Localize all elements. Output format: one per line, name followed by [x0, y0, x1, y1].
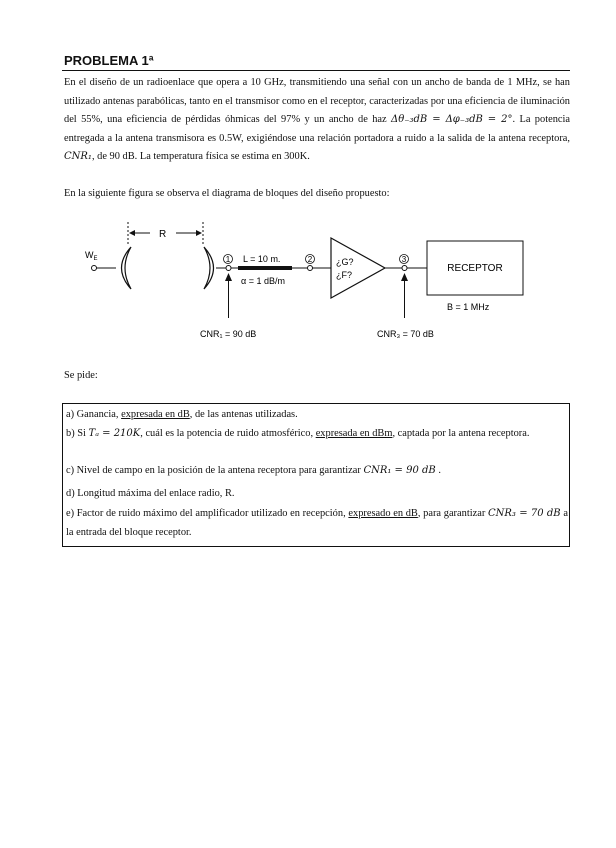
node-3-point — [402, 266, 407, 271]
cnr3-arrow-head — [401, 273, 408, 281]
questions-box — [62, 403, 570, 547]
question-a-text: a) Ganancia, — [66, 409, 119, 420]
r-label: R — [159, 229, 167, 240]
question-b-formula: Tₐ = 210K — [88, 428, 141, 439]
transmission-line — [238, 266, 292, 270]
r-arrow-right-head — [196, 230, 202, 236]
node-3-label: 3 — [401, 255, 407, 264]
question-e-text: e) Factor de ruido máximo del amplificador utilizado en recepción, — [66, 508, 346, 519]
tx-input-node — [92, 266, 97, 271]
asks-label: Se pide: — [64, 370, 98, 381]
amp-noise-label: ¿F? — [336, 270, 353, 280]
line-length-label: L = 10 m. — [243, 254, 281, 264]
line-attenuation-label: α = 1 dB/m — [241, 276, 285, 286]
question-b-mid: , cuál es la potencia de ruido atmosférico, — [140, 428, 314, 439]
beamwidth-formula: Δθ₋₃dB = Δφ₋₃dB = 2° — [391, 114, 513, 125]
tx-antenna-icon — [122, 247, 132, 289]
cnr1-label: CNR₁ = 90 dB — [200, 329, 257, 339]
bandwidth-label: B = 1 MHz — [447, 302, 490, 312]
statement-text-2: . La potencia entregada a la antena transmisora es 0.5W, exigiéndose una relación portadora a ruido a la salida de la antena receptora, — [64, 114, 571, 144]
question-e-units: expresado en dB — [348, 508, 418, 519]
question-a — [63, 406, 568, 425]
problem-title: PROBLEMA 1ª — [64, 53, 154, 68]
node-2-label: 2 — [307, 255, 313, 264]
question-a-units: expresada en dB — [121, 409, 190, 420]
node-1-point — [226, 266, 231, 271]
question-c-formula: CNR₁ = 90 dB — [363, 465, 436, 476]
figure-intro: En la siguiente figura se observa el diagrama de bloques del diseño propuesto: — [64, 188, 390, 199]
question-e-mid: , para garantizar — [417, 508, 486, 519]
node-2-point — [308, 266, 313, 271]
r-arrow-left-head — [129, 230, 135, 236]
question-d: d) Longitud máxima del enlace radio, R. — [66, 488, 235, 499]
cnr1-arrow-head — [225, 273, 232, 281]
amp-gain-label: ¿G? — [336, 257, 354, 267]
statement-text-1: En el diseño de un radioenlace que opera a 10 GHz, transmitiendo una señal con un ancho de banda de 1 MHz, se han utilizado antenas parabólicas, tanto en el transmisor como en el receptor, caracterizadas por una eficiencia de iluminación del 55%, una eficiencia de pérdidas óhmicas del 97% y un ancho de haz — [64, 77, 570, 125]
question-c — [63, 462, 568, 481]
question-c-text: c) Nivel de campo en la posición de la antena receptora para garantizar — [66, 465, 361, 476]
question-a-tail: , de las antenas utilizadas. — [189, 409, 298, 420]
node-1-label: 1 — [225, 255, 231, 264]
statement-text-3: , de 90 dB. La temperatura física se estima en 300K. — [91, 151, 310, 162]
cnr1-symbol: CNR₁ — [64, 151, 92, 162]
we-label: $W_E$ — [85, 250, 98, 262]
question-e — [63, 505, 568, 542]
cnr3-label: CNR₃ = 70 dB — [377, 329, 434, 339]
rx-antenna-icon — [204, 247, 214, 289]
question-b-text: b) Si — [66, 428, 86, 439]
amplifier-block — [331, 238, 385, 298]
question-e-formula: CNR₃ = 70 dB — [488, 508, 561, 519]
question-b — [63, 425, 568, 444]
receiver-label: RECEPTOR — [447, 263, 503, 274]
question-e-tail: a la entrada del bloque receptor. — [66, 508, 568, 538]
question-c-tail: . — [438, 465, 441, 476]
question-b-tail: , captada por la antena receptora. — [392, 428, 530, 439]
question-b-units: expresada en dBm — [315, 428, 393, 439]
